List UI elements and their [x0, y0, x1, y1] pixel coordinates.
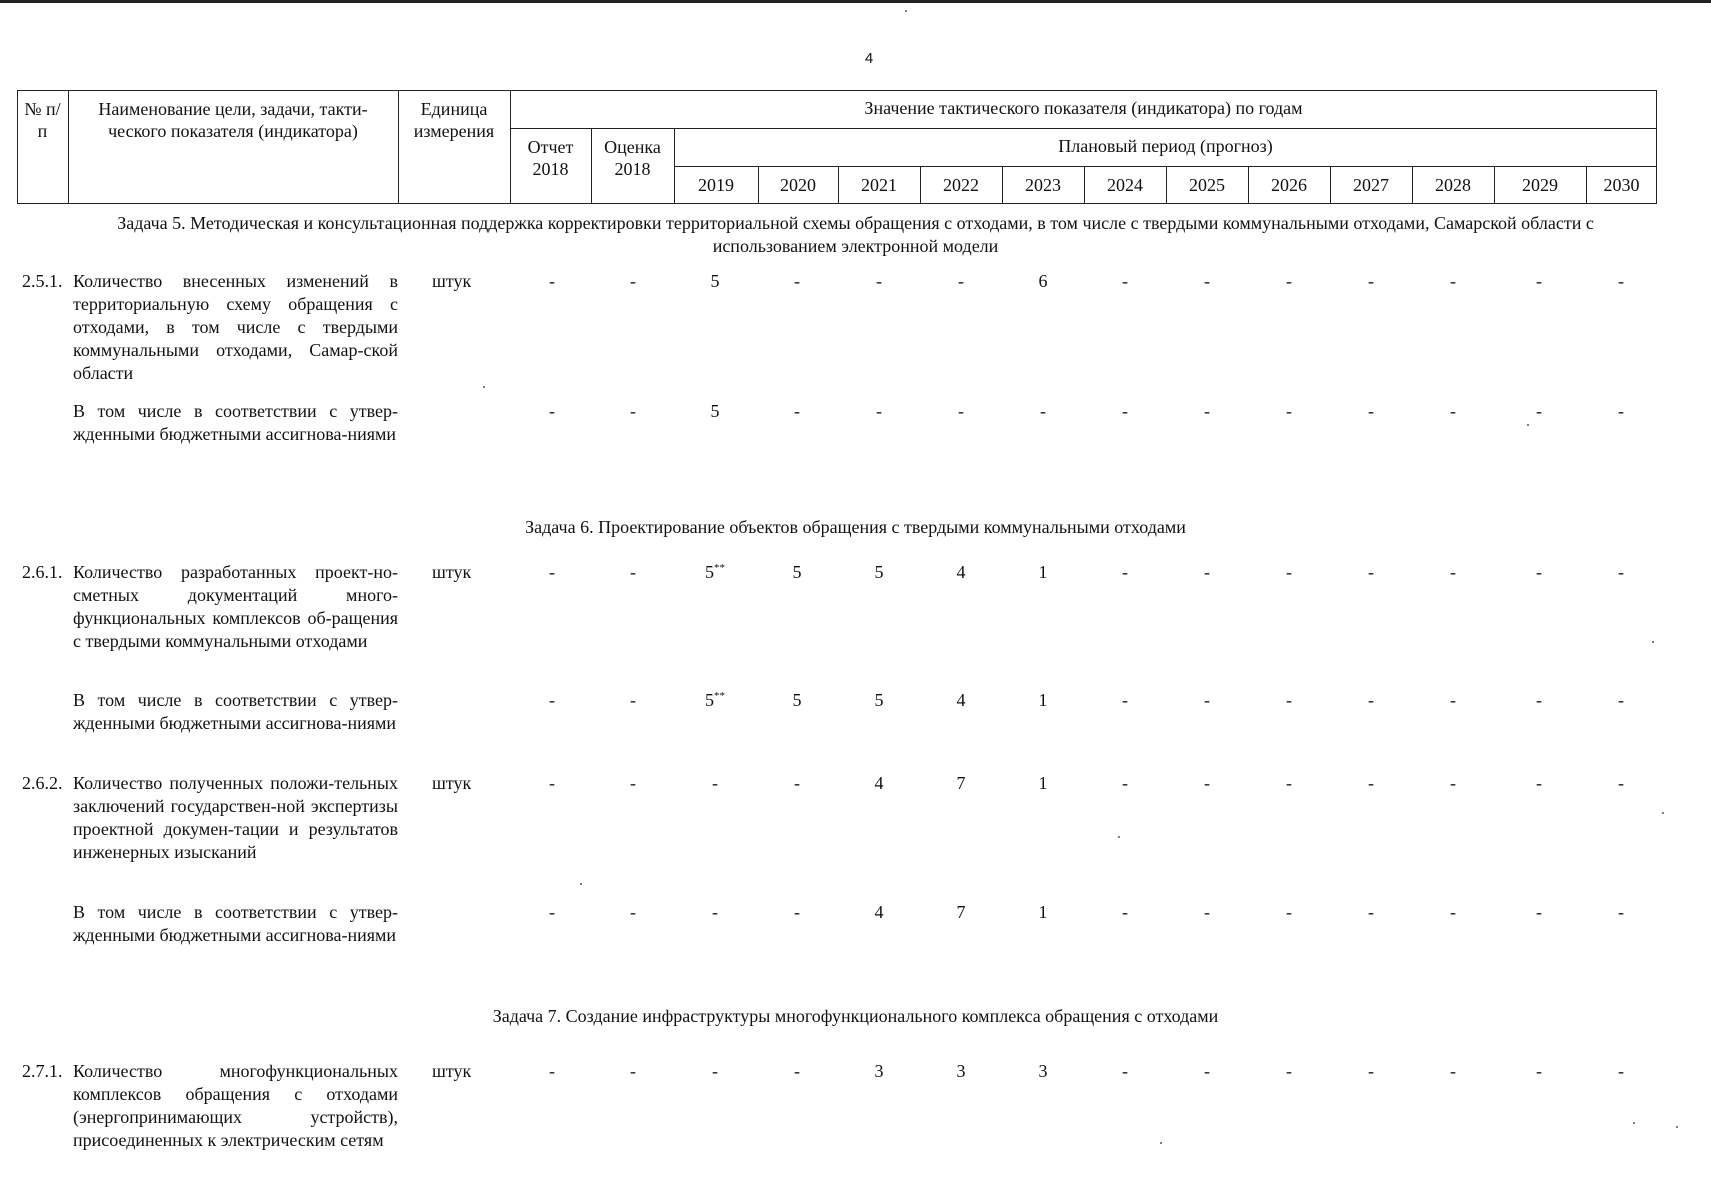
row-value: -	[876, 401, 882, 421]
row-value: -	[1204, 773, 1210, 793]
header-report: Отчет 2018	[527, 137, 574, 179]
row-value: -	[630, 773, 636, 793]
row-unit: штук	[432, 773, 472, 793]
row-value: -	[1368, 401, 1374, 421]
row-value: -	[958, 271, 964, 291]
header-year: 2020	[780, 175, 816, 195]
row-value: -	[630, 690, 636, 710]
row-value: -	[1450, 562, 1456, 582]
row-value: 5	[710, 401, 720, 421]
scan-speck	[1652, 641, 1654, 643]
page-number: 4	[864, 50, 874, 67]
header-values-group: Значение тактического показателя (индикатора) по годам	[864, 98, 1303, 118]
header-year: 2030	[1603, 175, 1640, 195]
header-estimate: Оценка 2018	[604, 137, 661, 179]
row-value: 5	[710, 271, 720, 291]
row-name: Количество многофункциональных комплексов обращения с отходами (энергопринимающих устройств), присоединенных к электрическим сетям	[73, 1061, 398, 1150]
header-year: 2029	[1522, 175, 1558, 195]
row-value: -	[876, 271, 882, 291]
row-value: 3	[874, 1061, 884, 1081]
scan-speck	[1676, 1126, 1678, 1128]
row-value: 1	[1038, 902, 1048, 922]
header-year: 2024	[1107, 175, 1143, 195]
row-value: -	[1450, 773, 1456, 793]
row-value: 5	[792, 562, 802, 582]
row-value: -	[1618, 902, 1624, 922]
row-value: -	[712, 773, 718, 793]
scan-speck	[483, 386, 485, 388]
row-value: 1	[1038, 562, 1048, 582]
row-value: -	[630, 902, 636, 922]
row-value: -	[712, 902, 718, 922]
row-value: -	[1618, 401, 1624, 421]
row-value: -	[549, 401, 555, 421]
row-value: -	[1204, 1061, 1210, 1081]
row-number: 2.7.1.	[22, 1061, 63, 1081]
row-value: -	[630, 271, 636, 291]
row-value: -	[1368, 562, 1374, 582]
row-value: -	[1204, 690, 1210, 710]
section-title: Задача 5. Методическая и консультационная поддержка корректировки территориальной схемы обращения с отходами, в том числе с твердыми коммунальными отходами, Самарской области с использованием электронной модели	[117, 213, 1594, 256]
row-value: -	[549, 902, 555, 922]
row-value: -	[1204, 562, 1210, 582]
row-value: 5**	[705, 690, 725, 710]
row-value: -	[630, 401, 636, 421]
header-unit: Единица измерения	[413, 99, 495, 141]
top-border-line	[0, 0, 1711, 3]
row-value: 7	[956, 773, 966, 793]
header-name: Наименование цели, задачи, такти-ческого показателя (индикатора)	[98, 99, 368, 141]
row-value: -	[794, 401, 800, 421]
row-name: Количество внесенных изменений в территориальную схему обращения с отходами, в том числе с твердыми коммунальными отходами, Самар-ской области	[73, 271, 398, 383]
row-value: -	[712, 1061, 718, 1081]
header-row-divider	[510, 128, 1657, 129]
row-value: 3	[956, 1061, 966, 1081]
row-value: -	[1450, 902, 1456, 922]
row-value: -	[1618, 271, 1624, 291]
row-value: -	[958, 401, 964, 421]
row-value: 5	[792, 690, 802, 710]
row-value: -	[794, 1061, 800, 1081]
row-value: -	[1450, 401, 1456, 421]
row-value: 1	[1038, 690, 1048, 710]
row-value: -	[1618, 1061, 1624, 1081]
row-value: -	[1536, 401, 1542, 421]
row-value: -	[1040, 401, 1046, 421]
row-value: -	[1450, 690, 1456, 710]
section-title: Задача 7. Создание инфраструктуры многофункционального комплекса обращения с отходами	[492, 1006, 1219, 1026]
row-value: -	[630, 562, 636, 582]
row-number: 2.5.1.	[22, 271, 63, 291]
section-title: Задача 6. Проектирование объектов обращения с твердыми коммунальными отходами	[525, 517, 1186, 537]
header-year: 2022	[943, 175, 979, 195]
row-name: Количество разработанных проект-но-сметных документаций много-функциональных комплексов об-ращения с твердыми коммунальными отходами	[73, 562, 398, 651]
header-year: 2027	[1353, 175, 1389, 195]
row-unit: штук	[432, 562, 472, 582]
row-value: 6	[1038, 271, 1048, 291]
row-value: -	[1122, 902, 1128, 922]
row-value: -	[630, 1061, 636, 1081]
row-number: 2.6.1.	[22, 562, 63, 582]
row-value: 4	[956, 562, 966, 582]
row-value: -	[1286, 271, 1292, 291]
row-value: -	[1536, 773, 1542, 793]
scan-speck	[1118, 836, 1120, 838]
row-value: -	[1536, 902, 1542, 922]
row-value: -	[794, 902, 800, 922]
row-name: В том числе в соответствии с утвер-жденными бюджетными ассигнова-ниями	[73, 401, 398, 444]
row-value: -	[1368, 902, 1374, 922]
row-value: -	[1204, 271, 1210, 291]
row-name: В том числе в соответствии с утвер-жденными бюджетными ассигнова-ниями	[73, 690, 398, 733]
row-value: -	[794, 773, 800, 793]
header-num: № п/п	[24, 99, 61, 141]
footnote-marker: **	[714, 562, 725, 574]
row-number: 2.6.2.	[22, 773, 63, 793]
header-year: 2019	[698, 175, 734, 195]
row-value: -	[1368, 1061, 1374, 1081]
row-unit: штук	[432, 1061, 472, 1081]
row-value: -	[1450, 271, 1456, 291]
scan-speck	[580, 883, 582, 885]
row-value: -	[1286, 1061, 1292, 1081]
header-year: 2025	[1189, 175, 1225, 195]
row-value: 5**	[705, 562, 725, 582]
row-value: -	[549, 271, 555, 291]
row-value: -	[1286, 690, 1292, 710]
scan-speck	[905, 10, 907, 12]
row-value: 4	[874, 902, 884, 922]
row-value: -	[1286, 401, 1292, 421]
row-value: 5	[874, 562, 884, 582]
scan-speck	[1160, 1142, 1162, 1144]
row-value: -	[1618, 690, 1624, 710]
row-name: В том числе в соответствии с утвер-жденными бюджетными ассигнова-ниями	[73, 902, 398, 945]
header-year: 2021	[861, 175, 897, 195]
row-value: -	[1368, 690, 1374, 710]
row-name: Количество полученных положи-тельных заключений государствен-ной экспертизы проектной докумен-тации и результатов инженерных изысканий	[73, 773, 398, 862]
row-value: -	[1368, 773, 1374, 793]
row-value: -	[1122, 690, 1128, 710]
footnote-marker: **	[714, 690, 725, 702]
row-value: -	[1204, 401, 1210, 421]
row-value: -	[1536, 690, 1542, 710]
row-value: -	[1450, 1061, 1456, 1081]
row-value: -	[1618, 562, 1624, 582]
row-value: -	[1286, 562, 1292, 582]
row-value: -	[1536, 1061, 1542, 1081]
row-value: 3	[1038, 1061, 1048, 1081]
row-unit: штук	[432, 271, 472, 291]
row-value: -	[1618, 773, 1624, 793]
scan-speck	[1527, 424, 1529, 426]
scan-speck	[1633, 1122, 1635, 1124]
row-value: -	[549, 773, 555, 793]
row-value: -	[1286, 773, 1292, 793]
header-year: 2023	[1025, 175, 1061, 195]
row-value: 4	[874, 773, 884, 793]
row-value: -	[1122, 1061, 1128, 1081]
row-value: -	[549, 562, 555, 582]
row-value: -	[1122, 401, 1128, 421]
row-value: 5	[874, 690, 884, 710]
row-value: -	[1122, 773, 1128, 793]
row-value: -	[1122, 271, 1128, 291]
row-value: -	[1122, 562, 1128, 582]
row-value: -	[549, 1061, 555, 1081]
row-value: 1	[1038, 773, 1048, 793]
row-value: 7	[956, 902, 966, 922]
row-value: -	[1286, 902, 1292, 922]
scan-speck	[1662, 812, 1664, 814]
row-value: -	[549, 690, 555, 710]
row-value: -	[794, 271, 800, 291]
header-plan-group: Плановый период (прогноз)	[1058, 136, 1273, 156]
row-value: 4	[956, 690, 966, 710]
header-year: 2028	[1435, 175, 1471, 195]
header-year: 2026	[1271, 175, 1307, 195]
row-value: -	[1204, 902, 1210, 922]
row-value: -	[1368, 271, 1374, 291]
row-value: -	[1536, 562, 1542, 582]
row-value: -	[1536, 271, 1542, 291]
